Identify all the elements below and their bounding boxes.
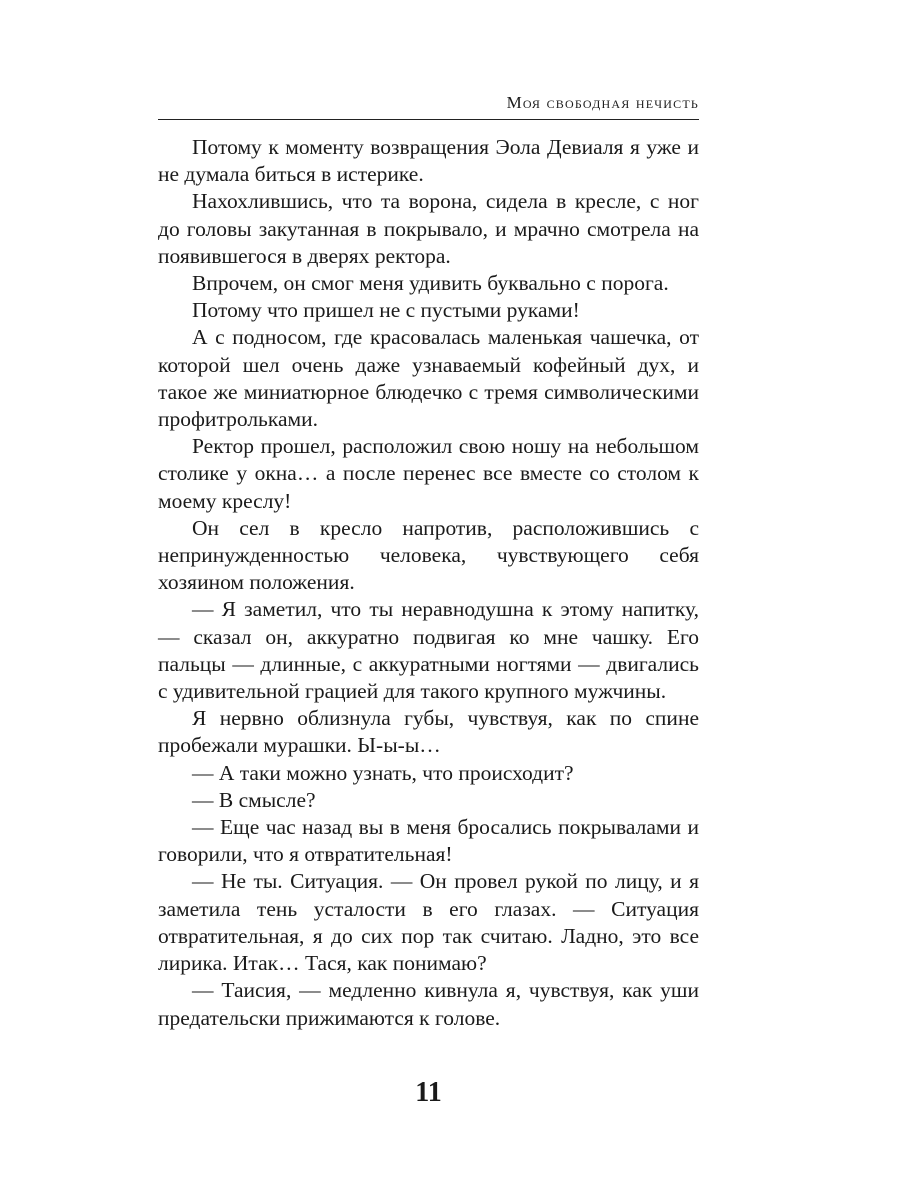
paragraph: — В смысле?	[192, 787, 316, 812]
paragraph: Потому к моменту возвращения Эола Девиаля я уже и не думала биться в истерике.	[158, 135, 699, 187]
paragraph: — Я заметил, что ты неравнодушна к этому напитку, — сказал он, аккуратно подвигая ко мне чашку. Его пальцы — длинные, с аккуратными ногтями — двигались с удивительной грацией для такого крупного мужчины.	[158, 597, 699, 704]
paragraph: Нахохлившись, что та ворона, сидела в кресле, с ног до головы закутанная в покрывало, и мрачно смотрела на появившегося в дверях ректора.	[158, 189, 699, 268]
paragraph: Он сел в кресло напротив, расположившись с непринужденностью человека, чувствующего себя хозяином положения.	[158, 515, 699, 595]
paragraph: — Не ты. Ситуация. — Он провел рукой по лицу, и я заметила тень усталости в его глазах. — Ситуация отвратительная, я до сих пор так считаю. Ладно, это все лирика. Итак… Тася, как понимаю?	[158, 869, 699, 976]
paragraph: Потому что пришел не с пустыми руками!	[192, 298, 580, 323]
paragraph: — А таки можно узнать, что происходит?	[192, 760, 574, 785]
paragraph: — Таисия, — медленно кивнула я, чувствуя, как уши предательски прижимаются к голове.	[158, 978, 699, 1030]
paragraph: А с подносом, где красовалась маленькая чашечка, от которой шел очень даже узнаваемый кофейный дух, и такое же миниатюрное блюдечко с тремя символическими профитрольками.	[158, 325, 699, 432]
paragraph: — Еще час назад вы в меня бросались покрывалами и говорили, что я отвратительная!	[158, 815, 699, 867]
body-text	[158, 134, 699, 1032]
paragraph: Я нервно облизнула губы, чувствуя, как по спине пробежали мурашки. Ы-ы-ы…	[158, 706, 699, 758]
paragraph: Ректор прошел, расположил свою ношу на небольшом столике у окна… а после перенес все вместе со столом к моему креслу!	[158, 434, 699, 513]
header-divider	[158, 119, 699, 120]
page-number: 11	[415, 1077, 442, 1108]
running-head-title: Моя свободная нечисть	[506, 93, 699, 112]
paragraph: Впрочем, он смог меня удивить буквально с порога.	[192, 271, 669, 296]
